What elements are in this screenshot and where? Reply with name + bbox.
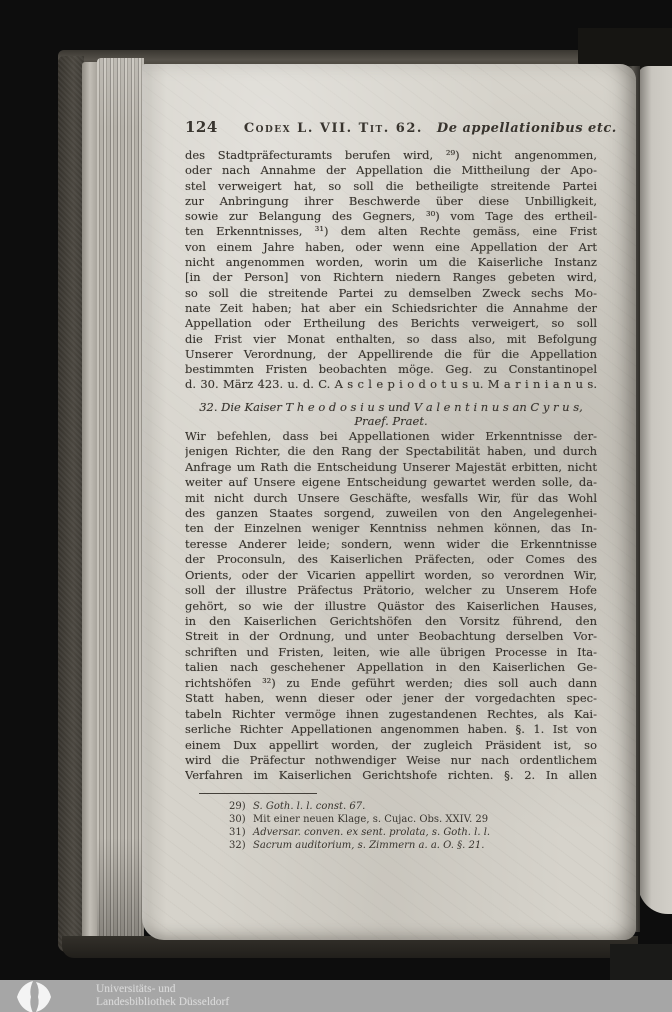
library-name-line1: Universitäts- und bbox=[96, 982, 176, 995]
footnote-text: Adversar. conven. ex sent. prolata, s. Goth. l. l. bbox=[253, 827, 491, 839]
footnote-divider bbox=[199, 793, 317, 794]
body-paragraph-2 bbox=[185, 429, 597, 784]
library-name bbox=[96, 983, 229, 1010]
book-page-stack-edge bbox=[97, 58, 144, 944]
text-line: Anfrage um Rath die Entscheidung Unserer Majestät erbitten, nicht bbox=[185, 459, 597, 474]
footnote-text: Mit einer neuen Klage, s. Cujac. Obs. XXIV. 29 bbox=[253, 814, 489, 826]
running-title: Codex L. VII. Tit. 62. bbox=[243, 121, 423, 136]
text-line: schriften und Fristen, leiten, wie alle übrigen Processe in Ita- bbox=[185, 644, 597, 659]
text-line: von einem Jahre haben, oder wenn eine Appellation der Art bbox=[185, 239, 597, 254]
text-line: gehört, so wie der illustre Quästor des Kaiserlichen Hauses, bbox=[185, 598, 597, 613]
library-footer-bar bbox=[0, 980, 672, 1012]
ulb-library-logo-icon bbox=[12, 977, 56, 1012]
footnote-text: S. Goth. l. l. const. 67. bbox=[253, 800, 366, 812]
footnote-item bbox=[229, 826, 597, 839]
book-endpaper-edge bbox=[82, 62, 98, 946]
body-paragraph-1 bbox=[185, 148, 597, 393]
text-line: ten Erkenntnisses, ³¹) dem alten Rechte gemäss, eine Frist bbox=[185, 224, 597, 239]
section-heading-title: 32. Die Kaiser T h e o d o s i u s und V a l e n t i n u s an C y r u s, bbox=[199, 399, 583, 414]
text-line: teresse Anderer leide; sondern, wenn wider die Erkenntnisse bbox=[185, 536, 597, 551]
footnote-number: 29) bbox=[229, 800, 246, 812]
text-line: nicht angenommen worden, worin um die Kaiserliche Instanz bbox=[185, 255, 597, 270]
text-line: [in der Person] von Richtern niedern Ranges gebeten wird, bbox=[185, 270, 597, 285]
footnote-number: 31) bbox=[229, 827, 246, 839]
corner-shadow bbox=[610, 944, 672, 980]
text-line: bestimmten Fristen beobachten möge. Geg. zu Constantinopel bbox=[185, 362, 597, 377]
section-heading bbox=[185, 400, 597, 429]
page-number: 124 bbox=[185, 118, 218, 136]
text-line: ten der Einzelnen weniger Kenntniss nehmen können, das In- bbox=[185, 521, 597, 536]
text-line: oder nach Annahme der Appellation die Mittheilung der Apo- bbox=[185, 163, 597, 178]
footnote-item bbox=[229, 839, 597, 852]
text-line: serliche Richter Appellationen angenommen haben. §. 1. Ist von bbox=[185, 722, 597, 737]
text-line: Streit in der Ordnung, und unter Beobachtung derselben Vor- bbox=[185, 629, 597, 644]
footnote-number: 32) bbox=[229, 840, 246, 852]
section-heading-subtitle: Praef. Praet. bbox=[354, 414, 428, 429]
scanned-page bbox=[142, 64, 636, 940]
text-line: zur Anbringung ihrer Beschwerde über diese Unbilligkeit, bbox=[185, 193, 597, 208]
text-line: Statt haben, wenn dieser oder jener der vorgedachten spec- bbox=[185, 691, 597, 706]
footnote-number: 30) bbox=[229, 814, 246, 826]
footnotes bbox=[185, 800, 597, 853]
library-name-line2: Landesbibliothek Düsseldorf bbox=[96, 996, 230, 1008]
text-line: stel verweigert hat, so soll die betheiligte streitende Partei bbox=[185, 178, 597, 193]
text-line: Wir befehlen, dass bei Appellationen wider Erkenntnisse der- bbox=[185, 428, 597, 443]
text-line: so soll die streitende Partei zu demselben Zweck sechs Mo- bbox=[185, 285, 597, 300]
text-line: talien nach geschehener Appellation in den Kaiserlichen Ge- bbox=[185, 660, 597, 675]
text-line: Verfahren im Kaiserlichen Gerichtshofe richten. §. 2. In allen bbox=[185, 768, 597, 783]
text-line: Unserer Verordnung, der Appellirende die für die Appellation bbox=[185, 346, 597, 361]
text-line: der Proconsuln, des Kaiserlichen Präfecten, oder Comes des bbox=[185, 552, 597, 567]
text-line: mit nicht durch Unsere Geschäfte, wesfalls Wir, für das Wohl bbox=[185, 490, 597, 505]
footnote-text: Sacrum auditorium, s. Zimmern a. a. O. §. 21. bbox=[253, 840, 485, 852]
running-title-latin: De appellationibus etc. bbox=[436, 121, 617, 136]
footnote-item bbox=[229, 813, 597, 826]
text-line: richtshöfen ³²) zu Ende geführt werden; dies soll auch dann bbox=[185, 675, 597, 690]
text-line: soll der illustre Präfectus Prätorio, welcher zu Unserem Hofe bbox=[185, 583, 597, 598]
text-line: in den Kaiserlichen Gerichtshöfen den Vorsitz führend, den bbox=[185, 614, 597, 628]
text-line: weiter auf Unsere eigene Entscheidung gewartet werden solle, da- bbox=[185, 475, 597, 490]
book-cover-left-edge bbox=[58, 56, 84, 952]
footnote-item bbox=[229, 800, 597, 813]
text-line: Appellation oder Ertheilung des Berichts verweigert, so soll bbox=[185, 316, 597, 331]
text-line: des Stadtpräfecturamts berufen wird, ²⁹) nicht angenommen, bbox=[185, 148, 597, 162]
text-line: einem Dux appellirt worden, der zugleich Präsident ist, so bbox=[185, 737, 597, 752]
page-header bbox=[185, 118, 617, 136]
text-line: Orients, oder der Vicarien appellirt worden, so verordnen Wir, bbox=[185, 567, 597, 582]
text-line: jenigen Richter, die den Rang der Spectabilität haben, und durch bbox=[185, 444, 597, 459]
text-line: d. 30. März 423. u. d. C. A s c l e p i o d o t u s u. M a r i n i a n u s. bbox=[185, 377, 597, 392]
text-line: die Frist vier Monat enthalten, so dass also, mit Befolgung bbox=[185, 331, 597, 346]
text-line: nate Zeit haben; hat aber ein Schiedsrichter die Annahme der bbox=[185, 300, 597, 315]
facing-page-edge bbox=[638, 66, 672, 914]
text-line: tabeln Richter vermöge ihnen zugestandenen Rechtes, als Kai- bbox=[185, 706, 597, 721]
text-line: wird die Präfectur nothwendiger Weise nur nach ordentlichem bbox=[185, 752, 597, 767]
page-text-block bbox=[185, 118, 617, 853]
text-line: des ganzen Staates sorgend, zuweilen von den Angelegenhei- bbox=[185, 505, 597, 520]
text-line: sowie zur Belangung des Gegners, ³⁰) vom Tage des ertheil- bbox=[185, 209, 597, 224]
